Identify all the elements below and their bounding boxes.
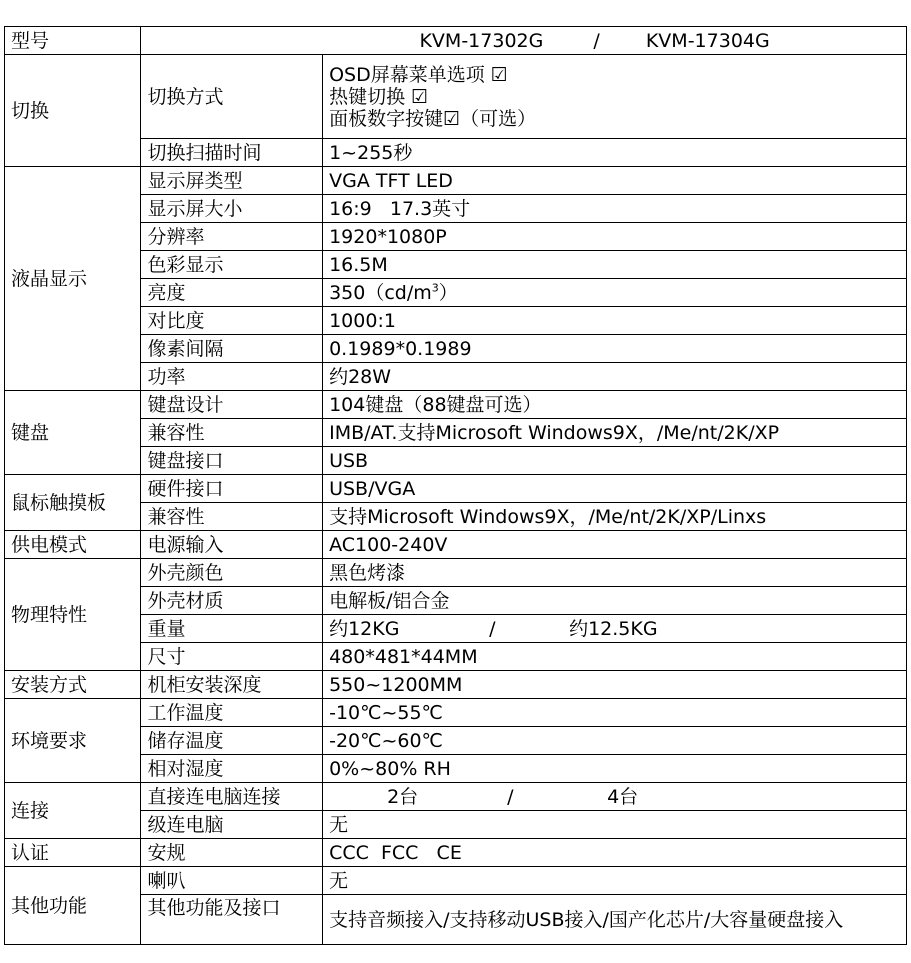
spec-value: 104键盘（88键盘可选） <box>323 391 907 419</box>
spec-label: 尺寸 <box>141 643 323 671</box>
row-work-temp <box>5 699 907 727</box>
spec-label: 其他功能及接口 <box>141 895 323 945</box>
spec-value: 1920*1080P <box>323 223 907 251</box>
direct-separator: / <box>507 785 514 808</box>
direct-b: 4台 <box>607 785 639 808</box>
spec-value: 电解板/铝合金 <box>323 587 907 615</box>
spec-label: 键盘接口 <box>141 447 323 475</box>
row-certification <box>5 839 907 867</box>
spec-label: 切换方式 <box>141 55 323 139</box>
spec-label: 功率 <box>141 363 323 391</box>
spec-label: 兼容性 <box>141 503 323 531</box>
spec-value: 1~255秒 <box>323 139 907 167</box>
category-connection: 连接 <box>5 783 141 839</box>
model-separator: / <box>593 29 600 52</box>
category-mouse: 鼠标触摸板 <box>5 475 141 531</box>
category-install: 安装方式 <box>5 671 141 699</box>
weight-a: 约12KG <box>329 617 400 640</box>
category-certification: 认证 <box>5 839 141 867</box>
brightness-superscript: 3 <box>431 281 439 295</box>
spec-table <box>4 26 907 945</box>
spec-label: 像素间隔 <box>141 335 323 363</box>
spec-label: 机柜安装深度 <box>141 671 323 699</box>
model-a: KVM-17302G <box>419 29 544 52</box>
spec-label: 电源输入 <box>141 531 323 559</box>
row-model <box>5 27 907 55</box>
row-keyboard-design <box>5 391 907 419</box>
spec-label: 显示屏类型 <box>141 167 323 195</box>
category-power: 供电模式 <box>5 531 141 559</box>
spec-value: AC100-240V <box>323 531 907 559</box>
category-environment: 环境要求 <box>5 699 141 783</box>
spec-label: 硬件接口 <box>141 475 323 503</box>
spec-label: 切换扫描时间 <box>141 139 323 167</box>
category-keyboard: 键盘 <box>5 391 141 475</box>
brightness-close: ） <box>438 281 458 304</box>
row-shell-color <box>5 559 907 587</box>
switch-methods <box>323 55 907 139</box>
spec-label: 重量 <box>141 615 323 643</box>
spec-label: 储存温度 <box>141 727 323 755</box>
spec-label: 喇叭 <box>141 867 323 895</box>
spec-label: 亮度 <box>141 279 323 307</box>
row-mouse-interface <box>5 475 907 503</box>
weight-values <box>323 615 907 643</box>
spec-value: 550~1200MM <box>323 671 907 699</box>
model-b: KVM-17304G <box>645 29 770 52</box>
spec-label: 外壳材质 <box>141 587 323 615</box>
switch-method-osd: OSD屏幕菜单选项 ☑ <box>329 63 508 86</box>
model-values <box>141 27 907 55</box>
spec-label: 色彩显示 <box>141 251 323 279</box>
category-other: 其他功能 <box>5 867 141 945</box>
brightness-value <box>323 279 907 307</box>
spec-value: 黑色烤漆 <box>323 559 907 587</box>
spec-value: 约28W <box>323 363 907 391</box>
spec-value: 0.1989*0.1989 <box>323 335 907 363</box>
model-label: 型号 <box>5 27 141 55</box>
row-speaker <box>5 867 907 895</box>
row-install <box>5 671 907 699</box>
category-physical: 物理特性 <box>5 559 141 671</box>
category-lcd: 液晶显示 <box>5 167 141 391</box>
spec-label: 外壳颜色 <box>141 559 323 587</box>
direct-a: 2台 <box>387 785 419 808</box>
spec-value: CCC FCC CE <box>323 839 907 867</box>
spec-value: 支持音频接入/支持移动USB接入/国产化芯片/大容量硬盘接入 <box>323 895 907 945</box>
spec-value: 0%~80% RH <box>323 755 907 783</box>
spec-label: 相对湿度 <box>141 755 323 783</box>
spec-value: 1000:1 <box>323 307 907 335</box>
spec-label: 直接连电脑连接 <box>141 783 323 811</box>
spec-value: 无 <box>323 867 907 895</box>
category-switching: 切换 <box>5 55 141 167</box>
weight-b: 约12.5KG <box>569 617 658 640</box>
switch-method-hotkey: 热键切换 ☑ <box>329 85 429 108</box>
brightness-text: 350（cd/m <box>329 281 432 304</box>
spec-value: USB <box>323 447 907 475</box>
spec-value: IMB/AT.支持Microsoft Windows9X，/Me/nt/2K/XP <box>323 419 907 447</box>
weight-separator: / <box>489 617 496 640</box>
spec-label: 对比度 <box>141 307 323 335</box>
spec-value: 16.5M <box>323 251 907 279</box>
row-power <box>5 531 907 559</box>
spec-value: USB/VGA <box>323 475 907 503</box>
spec-label: 键盘设计 <box>141 391 323 419</box>
spec-label: 分辨率 <box>141 223 323 251</box>
spec-label: 级连电脑 <box>141 811 323 839</box>
spec-value: 无 <box>323 811 907 839</box>
direct-values <box>323 783 907 811</box>
spec-label: 显示屏大小 <box>141 195 323 223</box>
spec-label: 兼容性 <box>141 419 323 447</box>
row-switch-method <box>5 55 907 139</box>
switch-method-panel: 面板数字按键☑（可选） <box>329 107 537 130</box>
row-lcd-type <box>5 167 907 195</box>
spec-value: -20℃~60℃ <box>323 727 907 755</box>
row-direct-connect <box>5 783 907 811</box>
spec-value: 16:9 17.3英寸 <box>323 195 907 223</box>
spec-label: 安规 <box>141 839 323 867</box>
spec-label: 工作温度 <box>141 699 323 727</box>
spec-value: VGA TFT LED <box>323 167 907 195</box>
spec-value: 支持Microsoft Windows9X，/Me/nt/2K/XP/Linxs <box>323 503 907 531</box>
spec-value: 480*481*44MM <box>323 643 907 671</box>
spec-value: -10℃~55℃ <box>323 699 907 727</box>
